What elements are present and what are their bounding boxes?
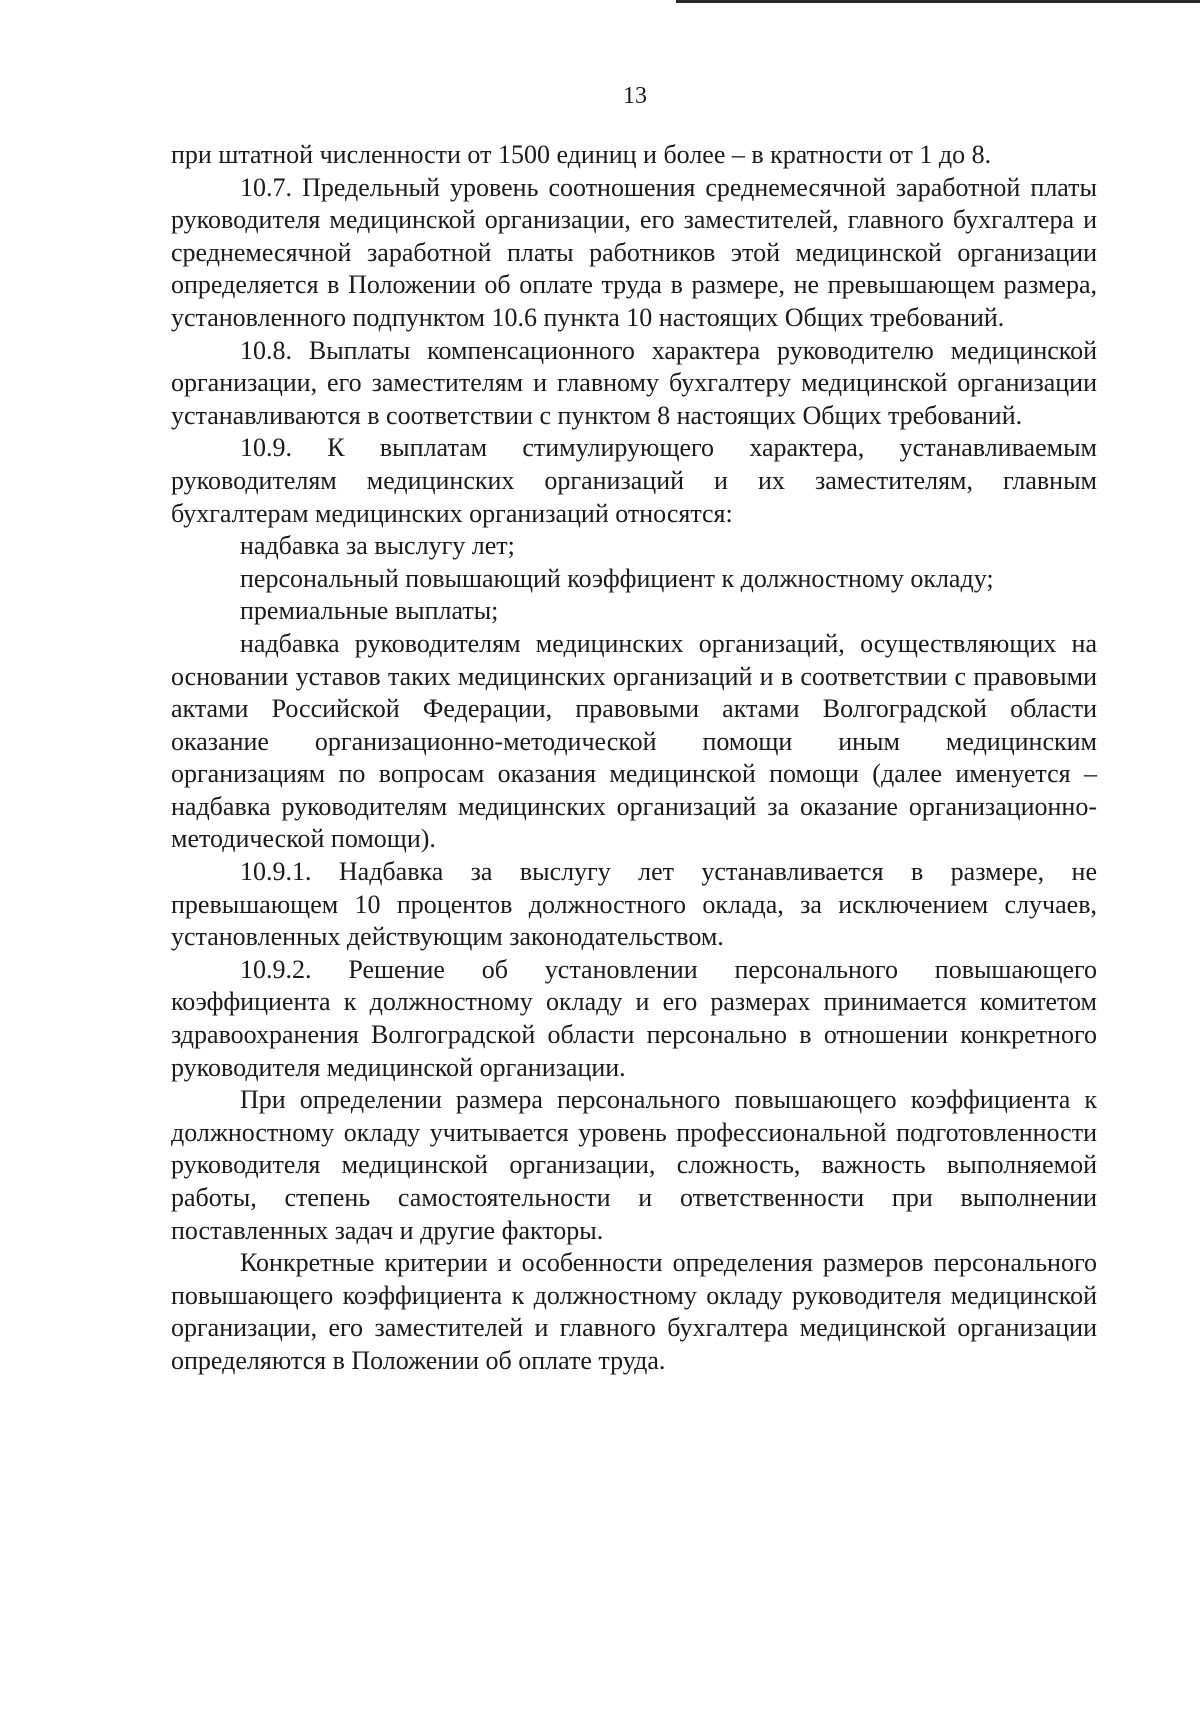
paragraph-continuation: при штатной численности от 1500 единиц и более – в кратности от 1 до 8. bbox=[171, 140, 992, 169]
page-number: 13 bbox=[623, 83, 647, 109]
paragraph-10-9-1: 10.9.1. Надбавка за выслугу лет устанавливается в размере, не превышающем 10 процентов должностного оклада, за исключением случаев, установленных действующим законодательством. bbox=[171, 857, 1097, 952]
list-item-methodological-allowance: надбавка руководителям медицинских организаций, осуществляющих на основании уставов таких медицинских организаций и в соответствии с правовыми актами Российской Федерации, правовыми актами Волгоградской области оказание организационно-методической помощи иным медицинским организациям по вопросам оказания медицинской помощи (далее именуется – надбавка руководителям медицинских организаций за оказание организационно-методической помощи). bbox=[171, 628, 1097, 854]
paragraph-10-9: 10.9. К выплатам стимулирующего характера, устанавливаемым руководителям медицинских организаций и их заместителям, главным бухгалтерам медицинских организаций относятся: bbox=[171, 433, 1097, 528]
paragraph-10-7: 10.7. Предельный уровень соотношения среднемесячной заработной платы руководителя медицинской организации, его заместителей, главного бухгалтера и среднемесячной заработной платы работников этой медицинской организации определяется в Положении об оплате труда в размере, не превышающем размера, установленного подпунктом 10.6 пункта 10 настоящих Общих требований. bbox=[171, 172, 1097, 332]
paragraph-10-8: 10.8. Выплаты компенсационного характера руководителю медицинской организации, его заместителям и главному бухгалтеру медицинской организации устанавливаются в соответствии с пунктом 8 настоящих Общих требований. bbox=[171, 335, 1097, 430]
list-item-personal-coefficient: персональный повышающий коэффициент к должностному окладу; bbox=[240, 563, 994, 593]
document-body bbox=[171, 139, 1097, 1378]
paragraph-coefficient-criteria: Конкретные критерии и особенности определения размеров персонального повышающего коэффициента к должностному окладу руководителя медицинской организации, его заместителей и главного бухгалтера медицинской организации определяются в Положении об оплате труда. bbox=[171, 1248, 1097, 1375]
paragraph-coefficient-factors: При определении размера персонального повышающего коэффициента к должностному окладу учитывается уровень профессиональной подготовленности руководителя медицинской организации, сложность, важность выполняемой работы, степень самостоятельности и ответственности при выполнении поставленных задач и другие факторы. bbox=[171, 1085, 1097, 1245]
list-item-seniority-allowance: надбавка за выслугу лет; bbox=[240, 531, 515, 561]
list-item-bonus-payments: премиальные выплаты; bbox=[240, 596, 499, 626]
paragraph-10-9-2: 10.9.2. Решение об установлении персонального повышающего коэффициента к должностному окладу и его размерах принимается комитетом здравоохранения Волгоградской области персонально в отношении конкретного руководителя медицинской организации. bbox=[171, 954, 1097, 1082]
top-edge-line bbox=[676, 0, 1200, 3]
